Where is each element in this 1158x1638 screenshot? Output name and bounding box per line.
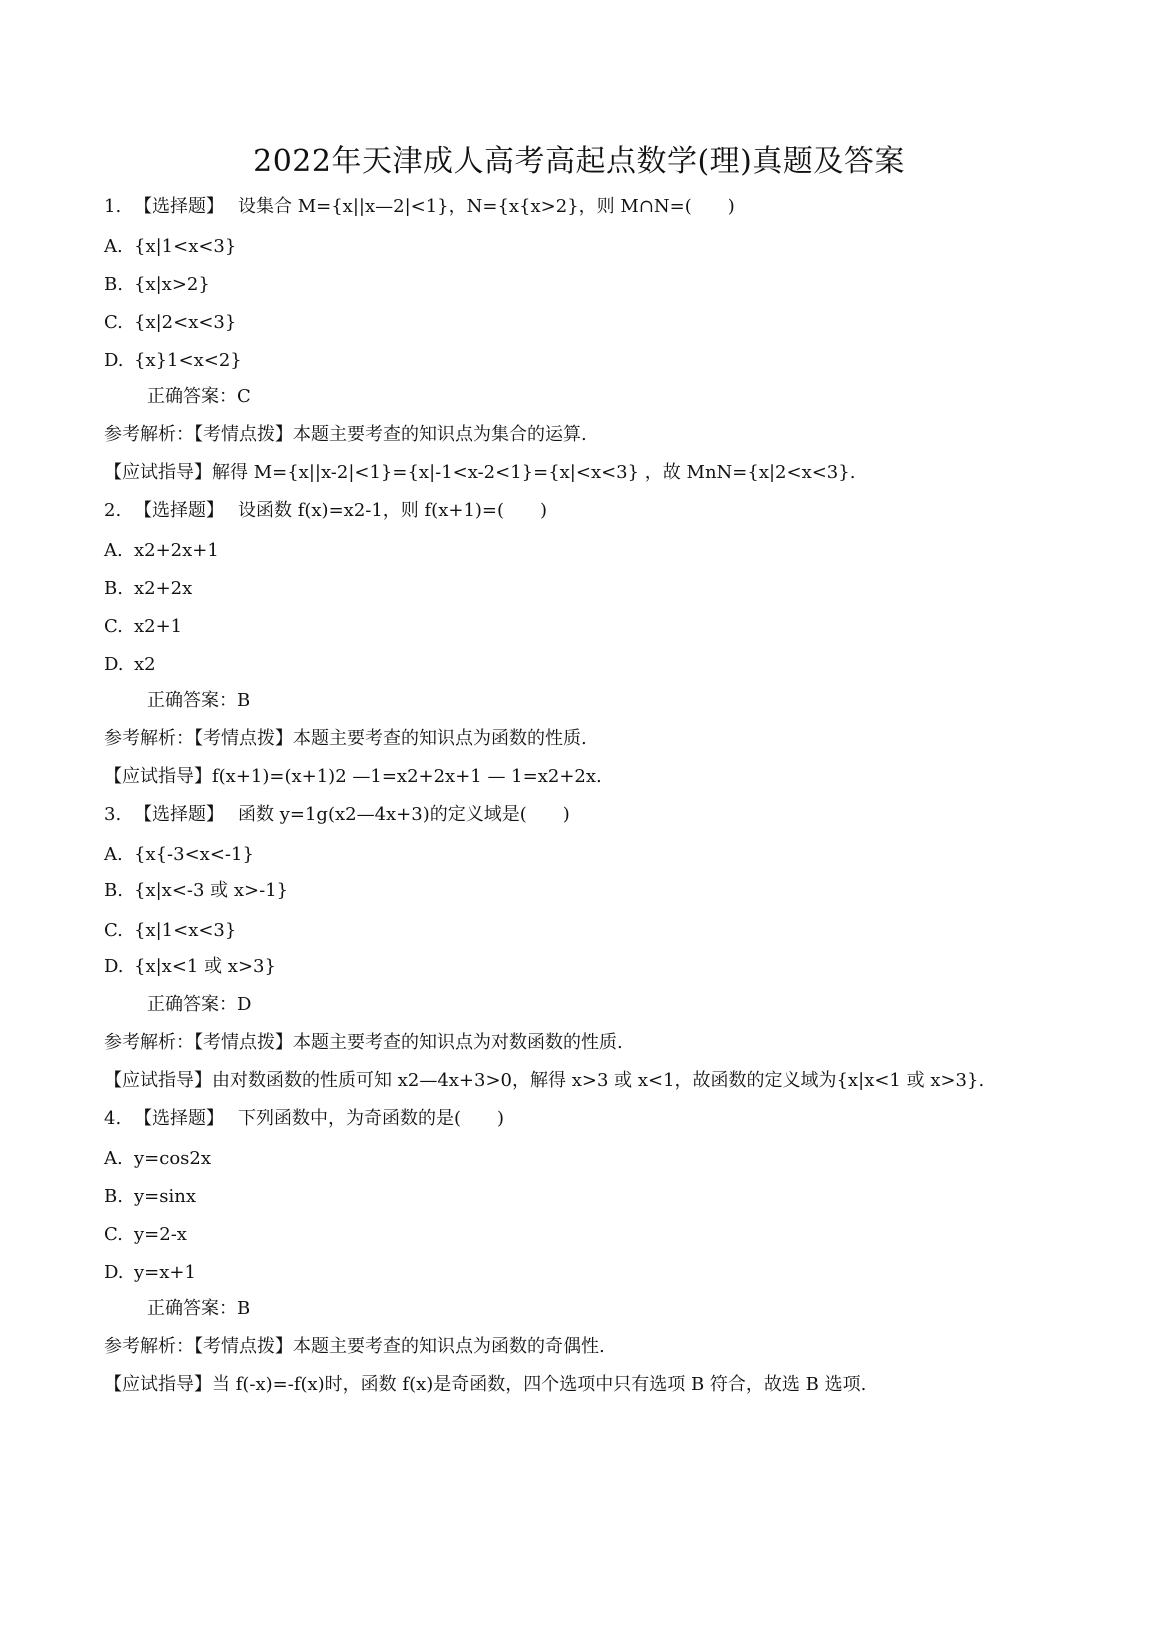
option-text: {x{-3<x<-1}: [134, 844, 254, 865]
option-b: [104, 272, 210, 298]
option-text: x2+2x+1: [134, 540, 219, 561]
question-text: 下列函数中，为奇函数的是( ): [238, 1108, 505, 1129]
option-text: y=sinx: [134, 1186, 196, 1207]
analysis-text: 参考解析：【考情点拨】本题主要考查的知识点为函数的性质.: [104, 728, 587, 749]
correct-answer: 正确答案：B: [147, 690, 251, 711]
option-d: [104, 954, 276, 980]
option-b: [104, 878, 288, 904]
correct-answer: 正确答案：B: [147, 1298, 251, 1319]
option-text: {x|1<x<3}: [134, 236, 237, 257]
analysis-text: 参考解析：【考情点拨】本题主要考查的知识点为集合的运算.: [104, 424, 587, 445]
option-tag: B.: [104, 578, 123, 599]
question-type: 【选择题】: [134, 804, 224, 825]
option-tag: A.: [104, 844, 123, 865]
question-number: 1.: [104, 196, 122, 217]
option-text: y=cos2x: [134, 1148, 212, 1169]
question-type: 【选择题】: [134, 1108, 224, 1129]
correct-answer: 正确答案：C: [147, 386, 251, 407]
guide-text: 【应试指导】解得 M={x||x-2|<1}={x|-1<x-2<1}={x|<x<3} ，故 MnN={x|2<x<3}.: [104, 462, 856, 483]
option-tag: B.: [104, 274, 123, 295]
option-tag: A.: [104, 540, 123, 561]
question-stem: [104, 498, 547, 524]
option-d: [104, 1260, 196, 1286]
question-number: 3.: [104, 804, 122, 825]
guide-text: 【应试指导】当 f(-x)=-f(x)时，函数 f(x)是奇函数，四个选项中只有选项 B 符合，故选 B 选项.: [104, 1374, 867, 1395]
option-a: [104, 234, 236, 260]
option-tag: B.: [104, 880, 123, 901]
option-text: x2+1: [134, 616, 183, 637]
option-tag: D.: [104, 350, 124, 371]
analysis-text: 参考解析：【考情点拨】本题主要考查的知识点为函数的奇偶性.: [104, 1336, 605, 1357]
option-text: {x|x<1 或 x>3}: [134, 956, 276, 977]
question-type: 【选择题】: [134, 500, 224, 521]
option-a: [104, 842, 254, 868]
question-text: 设函数 f(x)=x2-1，则 f(x+1)=( ): [238, 500, 548, 521]
option-text: {x|2<x<3}: [134, 312, 237, 333]
question-text: 设集合 M={x||x—2|<1}，N={x{x>2}，则 M∩N=( ): [238, 196, 735, 217]
correct-answer: 正确答案：D: [147, 994, 252, 1015]
option-a: [104, 1146, 211, 1172]
option-b: [104, 1184, 196, 1210]
option-c: [104, 1222, 187, 1248]
option-tag: C.: [104, 920, 123, 941]
option-text: x2: [134, 654, 156, 675]
option-text: x2+2x: [134, 578, 193, 599]
option-c: [104, 918, 236, 944]
option-text: {x|1<x<3}: [134, 920, 237, 941]
option-d: [104, 652, 156, 678]
guide-text: 【应试指导】f(x+1)=(x+1)2 —1=x2+2x+1 — 1=x2+2x.: [104, 766, 602, 787]
option-b: [104, 576, 192, 602]
question-type: 【选择题】: [134, 196, 224, 217]
question-stem: [104, 1106, 504, 1132]
question-stem: [104, 194, 735, 220]
option-text: y=2-x: [134, 1224, 187, 1245]
question-stem: [104, 802, 570, 828]
option-text: {x|x>2}: [134, 274, 210, 295]
guide-text: 【应试指导】由对数函数的性质可知 x2—4x+3>0，解得 x>3 或 x<1，故函数的定义域为{x|x<1 或 x>3}.: [104, 1070, 985, 1091]
option-c: [104, 310, 236, 336]
option-text: {x}1<x<2}: [134, 350, 242, 371]
analysis-text: 参考解析：【考情点拨】本题主要考查的知识点为对数函数的性质.: [104, 1032, 623, 1053]
option-tag: A.: [104, 236, 123, 257]
document-title: 2022年天津成人高考高起点数学(理)真题及答案: [253, 144, 905, 179]
option-tag: D.: [104, 654, 124, 675]
option-c: [104, 614, 182, 640]
question-number: 4.: [104, 1108, 122, 1129]
question-number: 2.: [104, 500, 122, 521]
option-tag: C.: [104, 312, 123, 333]
option-tag: A.: [104, 1148, 123, 1169]
question-text: 函数 y=1g(x2—4x+3)的定义域是( ): [238, 804, 570, 825]
option-tag: C.: [104, 1224, 123, 1245]
option-tag: C.: [104, 616, 123, 637]
option-d: [104, 348, 242, 374]
option-a: [104, 538, 219, 564]
option-tag: D.: [104, 1262, 124, 1283]
option-tag: B.: [104, 1186, 123, 1207]
option-tag: D.: [104, 956, 124, 977]
option-text: {x|x<-3 或 x>-1}: [134, 880, 289, 901]
option-text: y=x+1: [134, 1262, 196, 1283]
